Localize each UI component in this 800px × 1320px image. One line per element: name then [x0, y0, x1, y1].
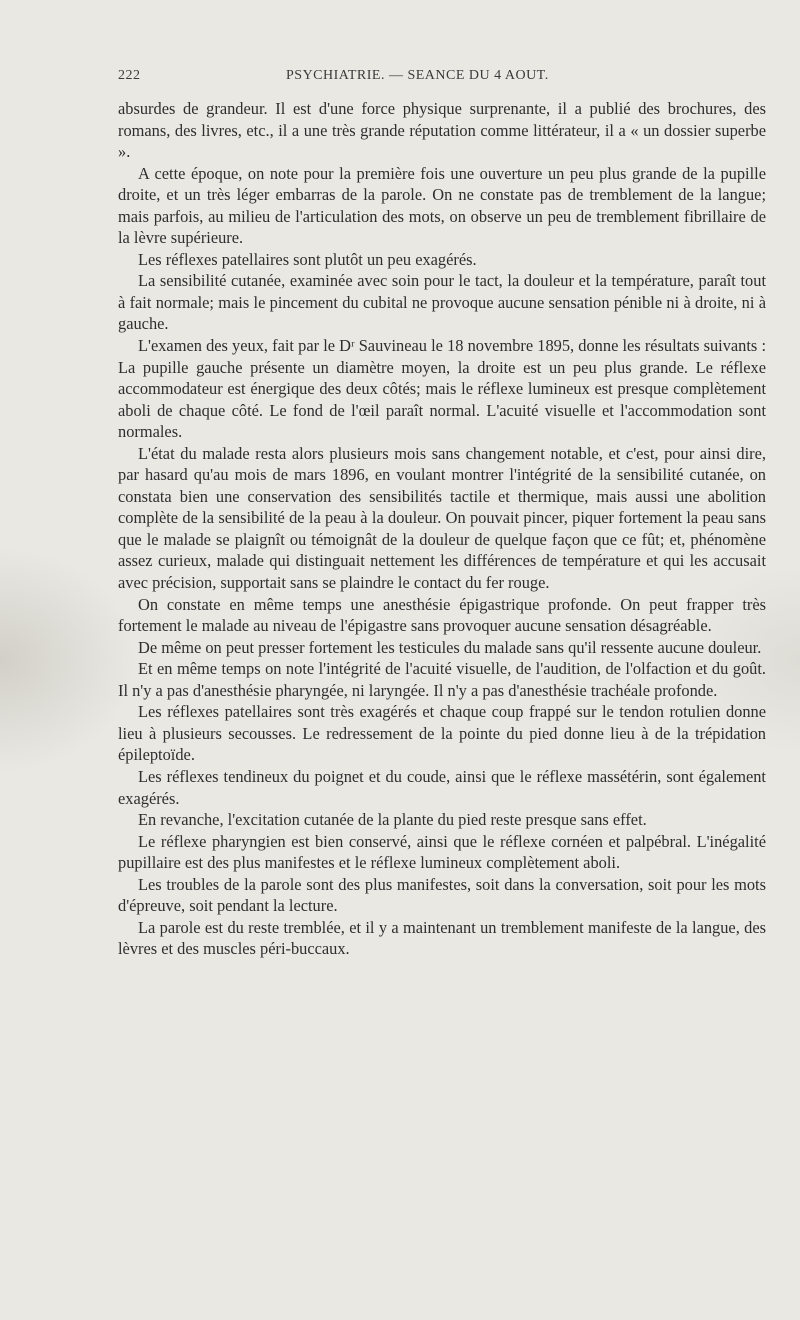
paragraph: Les réflexes tendineux du poignet et du coude, ainsi que le réflexe massétérin, sont également exagérés.	[118, 766, 766, 808]
running-head	[118, 68, 768, 88]
page-number: 222	[118, 68, 141, 83]
paragraph: En revanche, l'excitation cutanée de la plante du pied reste presque sans effet.	[138, 810, 647, 830]
paragraph: Les réflexes patellaires sont plutôt un peu exagérés.	[138, 249, 477, 269]
paragraph: Les réflexes patellaires sont très exagérés et chaque coup frappé sur le tendon rotulien donne lieu à plusieurs secousses. Le redressement de la pointe du pied donne lieu à de la trépidation épileptoïde.	[118, 702, 766, 765]
paragraph: On constate en même temps une anesthésie épigastrique profonde. On peut frapper très fortement le malade au niveau de l'épigastre sans provoquer aucune sensation désagréable.	[118, 594, 766, 636]
paragraph: L'examen des yeux, fait par le Dʳ Sauvineau le 18 novembre 1895, donne les résultats suivants : La pupille gauche présente un diamètre moyen, la droite est un peu plus grande. Le réflexe accommodateur est énergique des deux côtés; mais le réflexe lumineux est presque complètement aboli de chaque côté. Le fond de l'œil paraît normal. L'acuité visuelle et l'accommodation sont normales.	[118, 336, 766, 442]
paragraph-continued: absurdes de grandeur. Il est d'une force physique surprenante, il a publié des brochures, des romans, des livres, etc., il a une très grande réputation comme littérateur, il a « un dossier superbe ».	[118, 99, 766, 162]
paragraph: La parole est du reste tremblée, et il y a maintenant un tremblement manifeste de la langue, des lèvres et des muscles péri-buccaux.	[118, 917, 766, 959]
paragraph: La sensibilité cutanée, examinée avec soin pour le tact, la douleur et la température, paraît tout à fait normale; mais le pincement du cubital ne provoque aucune sensation pénible ni à droite, ni à gauche.	[118, 271, 766, 334]
paragraph: Et en même temps on note l'intégrité de l'acuité visuelle, de l'audition, de l'olfaction et du goût. Il n'y a pas d'anesthésie pharyngée, ni laryngée. Il n'y a pas d'anesthésie trachéale profonde.	[118, 659, 766, 700]
paragraph: De même on peut presser fortement les testicules du malade sans qu'il ressente aucune douleur.	[138, 637, 762, 657]
running-title: PSYCHIATRIE. — SEANCE DU 4 AOUT.	[286, 68, 549, 83]
paragraph: Les troubles de la parole sont des plus manifestes, soit dans la conversation, soit pour les mots d'épreuve, soit pendant la lecture.	[118, 874, 766, 916]
paragraph: L'état du malade resta alors plusieurs mois sans changement notable, et c'est, pour ainsi dire, par hasard qu'au mois de mars 1896, en voulant montrer l'intégrité de la sensibilité cutanée, on constata bien une conservation des sensibilités tactile et thermique, mais aussi une abolition complète de la sensibilité de la peau à la douleur. On pouvait pincer, piquer fortement la peau sans que le malade se plaignît ou témoignât de la douleur de quelque façon que ce fût; et, phénomène assez curieux, malade qui distinguait nettement les différences de température et qui les accusait avec précision, supportait sans se plaindre le contact du fer rouge.	[118, 443, 766, 593]
paragraph: A cette époque, on note pour la première fois une ouverture un peu plus grande de la pupille droite, et un très léger embarras de la parole. On ne constate pas de tremblement de la langue; mais parfois, au milieu de l'articulation des mots, on observe un peu de tremblement fibrillaire de la lèvre supérieure.	[118, 163, 766, 248]
paragraph: Le réflexe pharyngien est bien conservé, ainsi que le réflexe cornéen et palpébral. L'inégalité pupillaire est des plus manifestes et le réflexe lumineux complètement aboli.	[118, 831, 766, 873]
body-text	[118, 98, 766, 960]
